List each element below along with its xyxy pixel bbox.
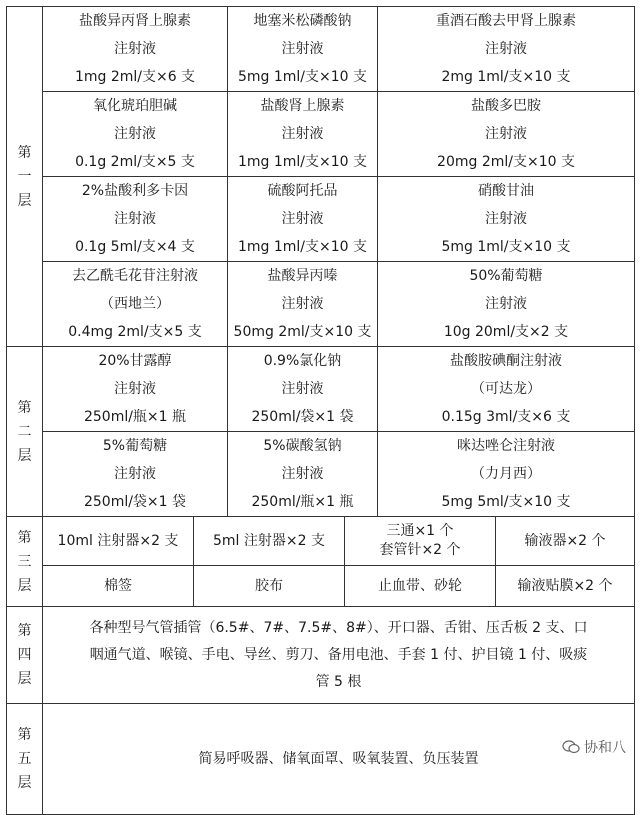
respiratory-equipment: 简易呼吸器、储氧面罩、吸氧装置、负压装置 [43,704,635,815]
drug-cell: 盐酸多巴胺 注射液 20mg 2ml/支×10 支 [378,92,635,177]
supply-cell: 10ml 注射器×2 支 [43,517,194,566]
supply-cell: 三通×1 个 套管针×2 个 [345,517,496,566]
drug-cell: 氧化琥珀胆碱 注射液 0.1g 2ml/支×5 支 [43,92,228,177]
supply-cell: 胶布 [194,566,345,607]
drug-cell: 盐酸异丙肾上腺素 注射液 1mg 2ml/支×6 支 [43,7,228,92]
supply-cell: 5ml 注射器×2 支 [194,517,345,566]
watermark-text: 协和八 [584,740,626,756]
supply-cell: 棉签 [43,566,194,607]
layer-4-label: 第 四 层 [7,607,43,704]
supply-cell: 输液贴膜×2 个 [496,566,635,607]
drug-cell: 去乙酰毛花苷注射液 （西地兰） 0.4mg 2ml/支×5 支 [43,262,228,347]
drug-cell: 盐酸肾上腺素 注射液 1mg 1ml/支×10 支 [228,92,378,177]
layer-2-label: 第 二 层 [7,347,43,517]
drug-cell: 2%盐酸利多卡因 注射液 0.1g 5ml/支×4 支 [43,177,228,262]
drug-cell: 盐酸异丙嗪 注射液 50mg 2ml/支×10 支 [228,262,378,347]
layer-3-label: 第 三 层 [7,517,43,607]
drug-cell: 地塞米松磷酸钠 注射液 5mg 1ml/支×10 支 [228,7,378,92]
drug-cell: 20%甘露醇 注射液 250ml/瓶×1 瓶 [43,347,228,432]
drug-cell: 5%葡萄糖 注射液 250ml/袋×1 袋 [43,432,228,517]
watermark [562,737,626,757]
layer-1-label: 第 一 层 [7,7,43,347]
drug-cell: 重酒石酸去甲肾上腺素 注射液 2mg 1ml/支×10 支 [378,7,635,92]
airway-equipment-list: 各种型号气管插管（6.5#、7#、7.5#、8#）、开口器、舌钳、压舌板 2 支、口 咽通气道、喉镜、手电、导丝、剪刀、备用电池、手套 1 付、护目镜 1 付、吸痰 管 5 根 [43,607,635,704]
drug-cell: 50%葡萄糖 注射液 10g 20ml/支×2 支 [378,262,635,347]
drug-cell: 咪达唑仑注射液 （力月西） 5mg 5ml/支×10 支 [378,432,635,517]
drug-cell: 硫酸阿托品 注射液 1mg 1ml/支×10 支 [228,177,378,262]
drug-cell: 盐酸胺碘酮注射液 （可达龙） 0.15g 3ml/支×6 支 [378,347,635,432]
drug-cell: 5%碳酸氢钠 注射液 250ml/瓶×1 瓶 [228,432,378,517]
drug-cell: 硝酸甘油 注射液 5mg 1ml/支×10 支 [378,177,635,262]
supply-cell: 止血带、砂轮 [345,566,496,607]
supply-cell: 输液器×2 个 [496,517,635,566]
inventory-table [6,6,635,815]
layer-5-label: 第 五 层 [7,704,43,815]
wechat-icon [562,740,580,754]
drug-cell: 0.9%氯化钠 注射液 250ml/袋×1 袋 [228,347,378,432]
